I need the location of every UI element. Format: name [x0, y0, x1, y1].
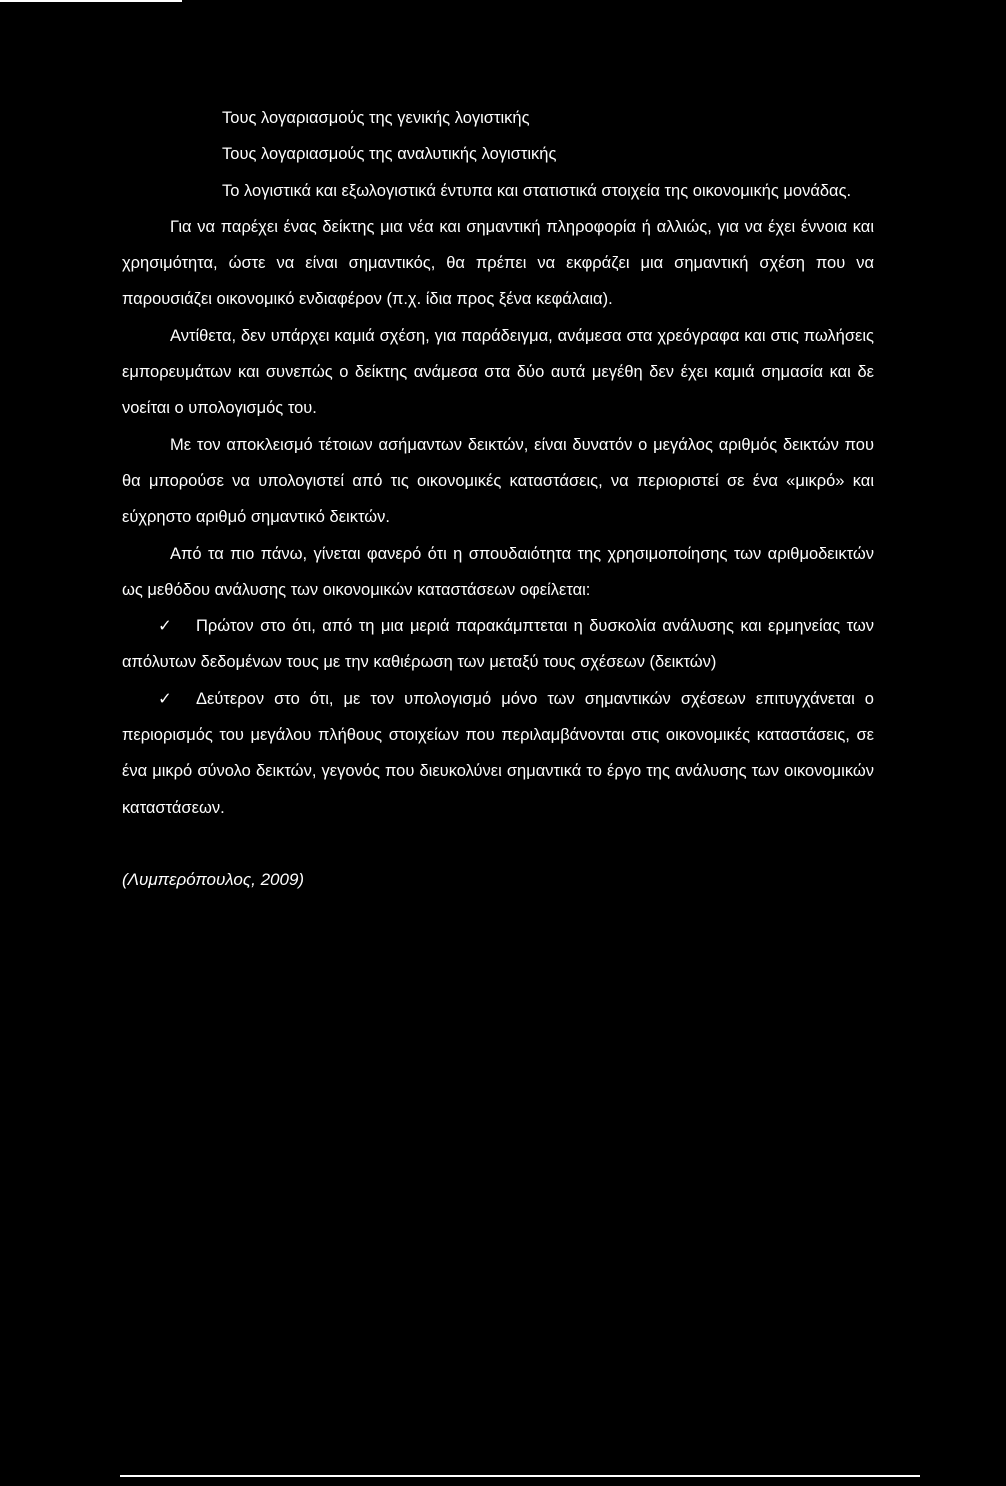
check-item-first-text: Πρώτον στο ότι, από τη μια μεριά παρακάμπτεται η δυσκολία ανάλυσης και ερμηνείας των απόλυτων δεδομένων τους με την καθιέρωση των μεταξύ τους σχέσεων (δεικτών) — [122, 617, 874, 672]
list-item-forms-statistics: Το λογιστικά και εξωλογιστικά έντυπα και στατιστικά στοιχεία της οικονομικής μονάδας. — [222, 181, 852, 200]
paragraph-counter-example: Αντίθετα, δεν υπάρχει καμιά σχέση, για παράδειγμα, ανάμεσα στα χρεόγραφα και στις πωλήσεις εμπορευμάτων και συνεπώς ο δείκτης ανάμεσα στα δύο αυτά μεγέθη δεν έχει καμιά σημασία και δε νοείται ο υπολογισμός του. — [122, 326, 874, 418]
paragraph-exclusion: Με τον αποκλεισμό τέτοιων ασήμαντων δεικτών, είναι δυνατόν ο μεγάλος αριθμός δεικτών που θα μπορούσε να υπολογιστεί από τις οικονομικές καταστάσεις, να περιοριστεί σε ένα «μικρό» και εύχρηστο αριθμό σημαντικό δεικτών. — [122, 435, 874, 527]
list-item-analytic-accounts: Τους λογαριασμούς της αναλυτικής λογιστικής — [222, 145, 557, 164]
paragraph-importance: Από τα πιο πάνω, γίνεται φανερό ότι η σπουδαιότητα της χρησιμοποίησης των αριθμοδεικτών ως μεθόδου ανάλυσης των οικονομικών καταστάσεων οφείλεται: — [122, 544, 874, 599]
page-body — [122, 100, 874, 898]
check-icon: ✓ — [158, 617, 172, 636]
check-item-second-text: Δεύτερον στο ότι, με τον υπολογισμό μόνο των σημαντικών σχέσεων επιτυγχάνεται ο περιορισμός του μεγάλου πλήθους στοιχείων που περιλαμβάνονται στις οικονομικές καταστάσεις, σε ένα μικρό σύνολο δεικτών, γεγονός που διευκολύνει σημαντικά το έργο της ανάλυσης των οικονομικών καταστάσεων. — [122, 689, 874, 817]
check-item-first — [122, 608, 874, 681]
list-item-general-accounts: Τους λογαριασμούς της γενικής λογιστικής — [222, 109, 530, 127]
top-rule — [0, 0, 182, 2]
paragraph-indicator-meaning: Για να παρέχει ένας δείκτης μια νέα και σημαντική πληροφορία ή αλλιώς, για να έχει έννοια και χρησιμότητα, ώστε να είναι σημαντικός, θα πρέπει να εκφράζει μια σημαντική σχέση που να παρουσιάζει οικονομικό ενδιαφέρον (π.χ. ίδια προς ξένα κεφάλαια). — [122, 217, 874, 309]
check-icon: ✓ — [158, 689, 172, 708]
bottom-rule — [120, 1475, 920, 1477]
check-item-second — [122, 681, 874, 826]
citation: (Λυμπερόπουλος, 2009) — [122, 869, 305, 889]
